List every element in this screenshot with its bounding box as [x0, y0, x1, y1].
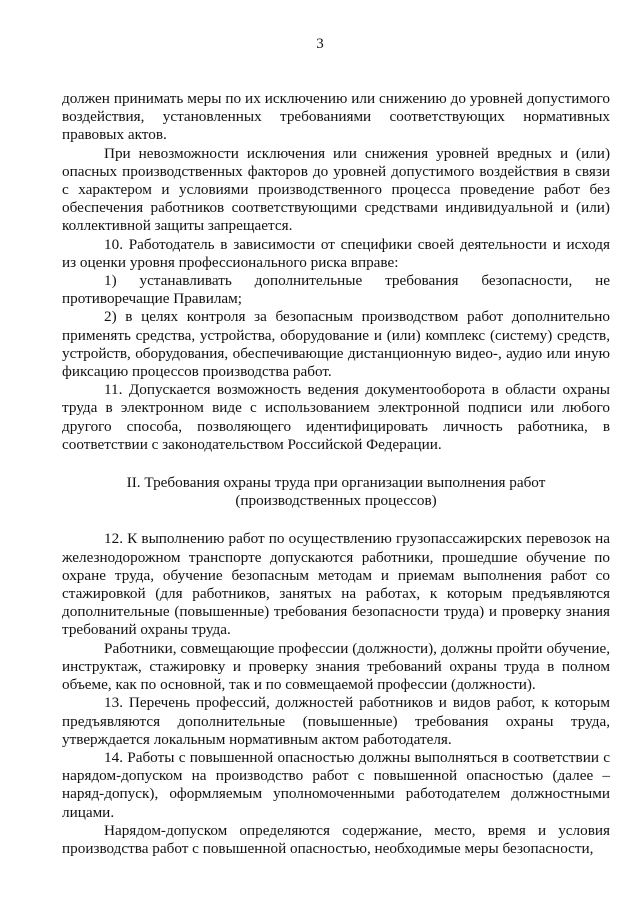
paragraph-item-11: 11. Допускается возможность ведения документооборота в области охраны труда в электронном виде с использованием электронной подписи или любого другого способа, позволяющего идентифицировать личность работника, в соответствии с законодательством Российской Федерации. — [62, 381, 610, 453]
paragraph-subitem-2: 2) в целях контроля за безопасным производством работ дополнительно применять средства, устройства, оборудование и (или) комплекс (систему) средств, устройств, оборудования, обеспечивающие дистанционную видео-, аудио или иную фиксацию процессов производства работ. — [62, 308, 610, 381]
section-heading-line-1: II. Требования охраны труда при организации выполнения работ — [126, 474, 546, 492]
paragraph-continued: должен принимать меры по их исключению или снижению до уровней допустимого воздействия, установленных требованиями соответствующих нормативных правовых актов. — [62, 90, 610, 144]
section-heading — [62, 474, 610, 510]
paragraph-item-12: 12. К выполнению работ по осуществлению грузопассажирских перевозок на железнодорожном транспорте допускаются работники, прошедшие обучение по охране труда, обучение безопасным методам и приемам выполнения работ со стажировкой (для работников, занятых на работах, к которым предъявляются дополнительные (повышенные) требования безопасности труда) и проверку знания требований охраны труда. — [62, 530, 610, 639]
paragraph: Работники, совмещающие профессии (должности), должны пройти обучение, инструктаж, стажировку и проверку знания требований охраны труда в полном объеме, как по основной, так и по совмещаемой профессии (должности). — [62, 639, 610, 694]
paragraph-item-13: 13. Перечень профессий, должностей работников и видов работ, к которым предъявляются дополнительные (повышенные) требования охраны труда, утверждается локальным нормативным актом работодателя. — [62, 694, 610, 748]
document-body — [62, 90, 610, 858]
paragraph-item-10: 10. Работодатель в зависимости от специфики своей деятельности и исходя из оценки уровня профессионального риска вправе: — [62, 235, 610, 271]
section-heading-line-2: (производственных процессов) — [235, 492, 437, 510]
paragraph: Нарядом-допуском определяются содержание, место, время и условия производства работ с повышенной опасностью, необходимые меры безопасности, — [62, 821, 610, 857]
paragraph: При невозможности исключения или снижения уровней вредных и (или) опасных производственных факторов до уровней допустимого воздействия в связи с характером и условиями производственного процесса проведение работ без обеспечения работников соответствующими средствами индивидуальной и (или) коллективной защиты запрещается. — [62, 144, 610, 235]
page-number: 3 — [316, 36, 324, 52]
paragraph-item-14: 14. Работы с повышенной опасностью должны выполняться в соответствии с нарядом-допуском на производство работ с повышенной опасностью (далее – наряд-допуск), оформляемым уполномоченными работодателем должностными лицами. — [62, 748, 610, 821]
paragraph-subitem-1: 1) устанавливать дополнительные требования безопасности, не противоречащие Правилам; — [62, 272, 610, 308]
